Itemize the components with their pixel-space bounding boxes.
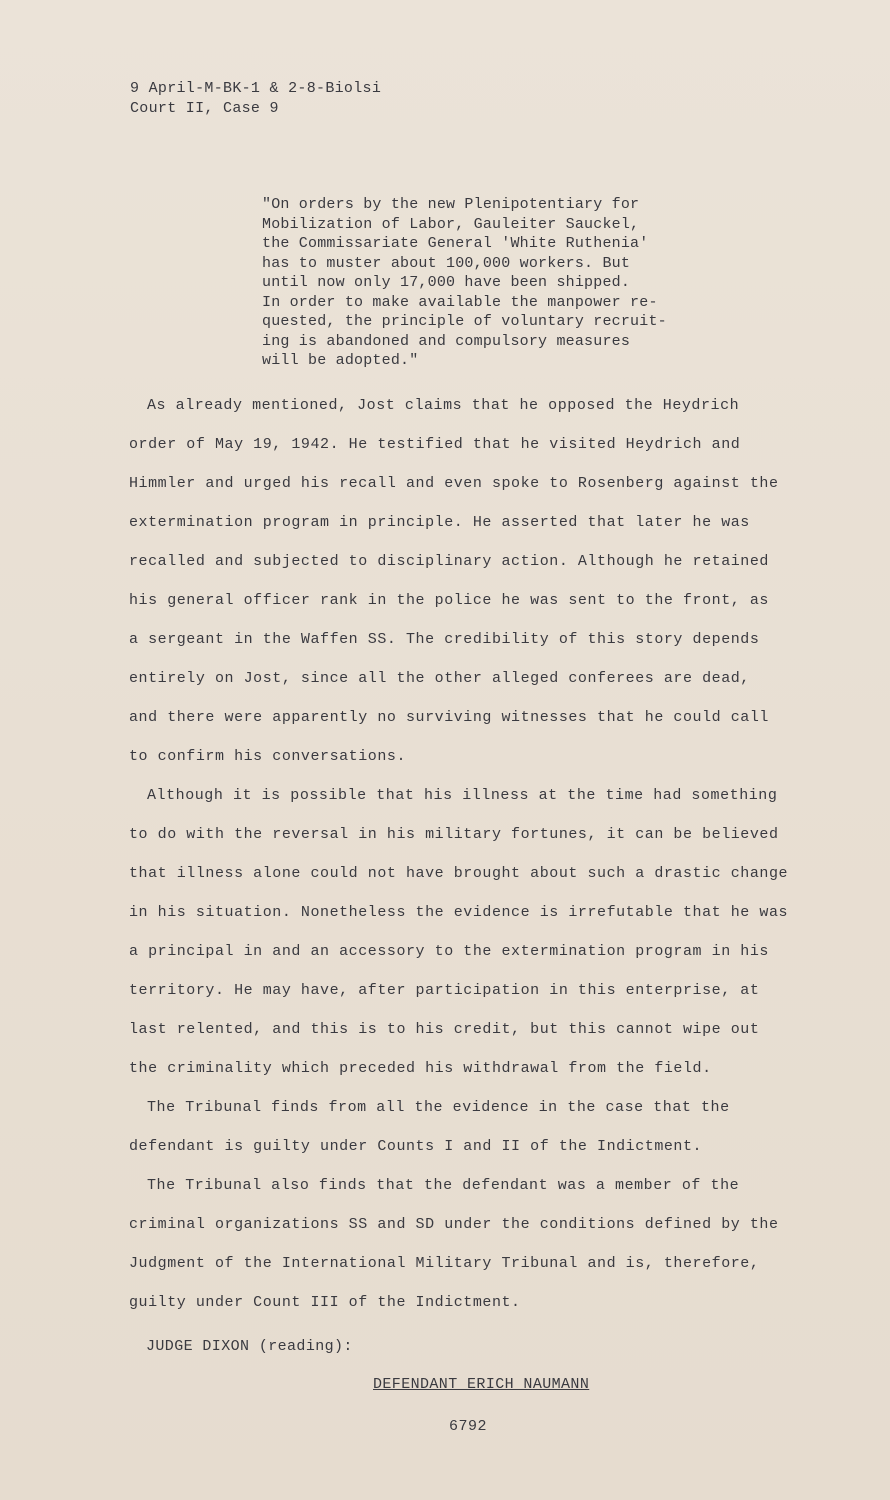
body-line: extermination program in principle. He asserted that later he was [129, 514, 750, 531]
body-line: and there were apparently no surviving witnesses that he could call [129, 709, 769, 726]
body-line: recalled and subjected to disciplinary action. Although he retained [129, 553, 769, 570]
section-heading: DEFENDANT ERICH NAUMANN [373, 1376, 590, 1393]
judge-reading-line: JUDGE DIXON (reading): [146, 1338, 353, 1355]
case-header [130, 79, 381, 119]
body-line: Himmler and urged his recall and even spoke to Rosenberg against the [129, 475, 779, 492]
body-line: criminal organizations SS and SD under the conditions defined by the [129, 1216, 779, 1233]
quote-line: "On orders by the new Plenipotentiary for [262, 196, 640, 213]
judgment-body [129, 386, 829, 1322]
body-line: territory. He may have, after participation in this enterprise, at [129, 982, 760, 999]
body-line: to confirm his conversations. [129, 748, 406, 765]
body-line: the criminality which preceded his withdrawal from the field. [129, 1060, 712, 1077]
body-line: The Tribunal finds from all the evidence in the case that the [147, 1099, 730, 1116]
quote-line: Mobilization of Labor, Gauleiter Sauckel, [262, 215, 640, 233]
body-line: to do with the reversal in his military fortunes, it can be believed [129, 826, 779, 843]
quote-line: will be adopted." [262, 352, 419, 369]
body-line: last relented, and this is to his credit, but this cannot wipe out [129, 1021, 760, 1038]
header-session-line: 9 April-M-BK-1 & 2-8-Biolsi [130, 80, 382, 97]
quoted-order [262, 195, 667, 371]
quote-line: has to muster about 100,000 workers. But [262, 254, 631, 272]
page-number: 6792 [449, 1418, 488, 1435]
body-line: As already mentioned, Jost claims that he opposed the Heydrich [147, 397, 740, 414]
body-line: guilty under Count III of the Indictment. [129, 1294, 521, 1311]
quote-line: the Commissariate General 'White Ruthenia' [262, 235, 649, 252]
quote-line: ing is abandoned and compulsory measures [262, 332, 631, 350]
body-line: a sergeant in the Waffen SS. The credibility of this story depends [129, 631, 760, 648]
body-line: a principal in and an accessory to the extermination program in his [129, 943, 769, 960]
body-line: Although it is possible that his illness at the time had something [147, 787, 778, 804]
body-line: Judgment of the International Military Tribunal and is, therefore, [129, 1255, 760, 1272]
quote-line: until now only 17,000 have been shipped. [262, 274, 631, 291]
body-line: his general officer rank in the police he was sent to the front, as [129, 592, 769, 609]
body-line: that illness alone could not have brought about such a drastic change [129, 865, 789, 882]
body-line: order of May 19, 1942. He testified that he visited Heydrich and [129, 436, 741, 453]
body-line: The Tribunal also finds that the defendant was a member of the [147, 1177, 740, 1194]
body-line: entirely on Jost, since all the other alleged conferees are dead, [129, 670, 750, 687]
quote-line: In order to make available the manpower re- [262, 293, 658, 311]
body-line: defendant is guilty under Counts I and II of the Indictment. [129, 1138, 703, 1155]
quote-line: quested, the principle of voluntary recruit- [262, 313, 667, 330]
header-court-line: Court II, Case 9 [130, 100, 279, 117]
body-line: in his situation. Nonetheless the evidence is irrefutable that he was [129, 904, 789, 921]
